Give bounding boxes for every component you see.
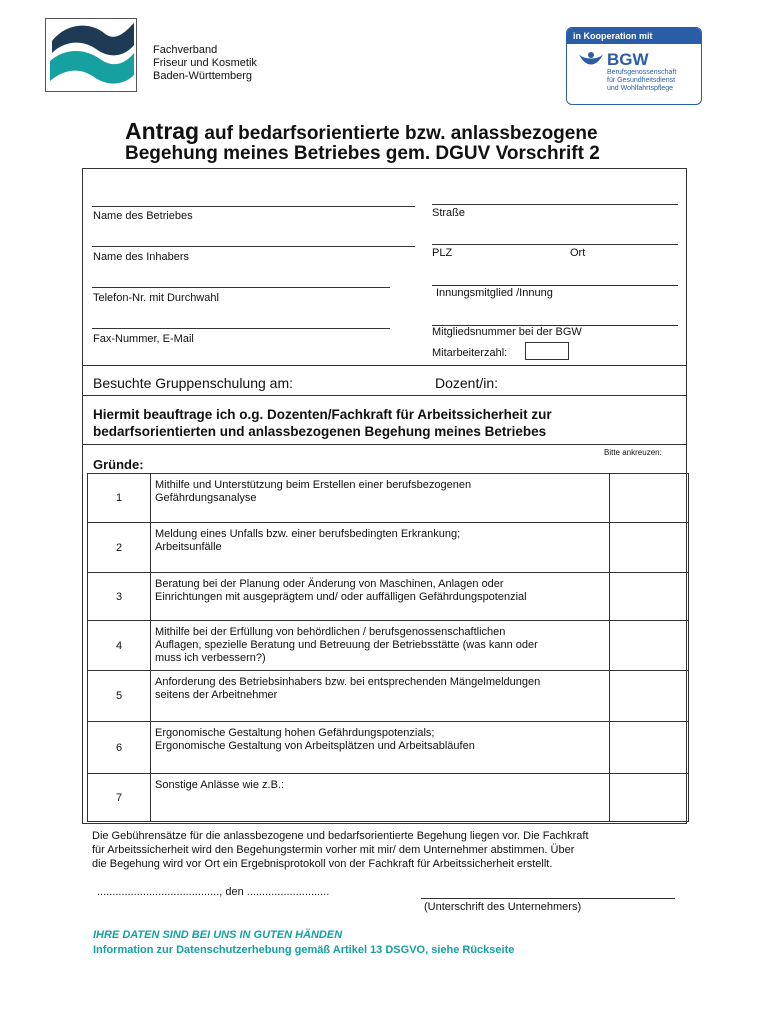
innung-label: Innungsmitglied /Innung bbox=[436, 287, 553, 299]
reason-line: Einrichtungen mit ausgeprägtem und/ oder auffälligen Gefährdungspotenzial bbox=[155, 591, 527, 603]
document-title-line-2: Begehung meines Betriebes gem. DGUV Vorschrift 2 bbox=[125, 143, 600, 164]
privacy-info-link[interactable]: Information zur Datenschutzerhebung gemäß Artikel 13 DSGVO, siehe Rückseite bbox=[93, 944, 515, 956]
telefon-label: Telefon-Nr. mit Durchwahl bbox=[93, 292, 219, 304]
reason-text bbox=[151, 722, 610, 774]
reason-number: 3 bbox=[88, 573, 151, 621]
bgw-coop-label: in Kooperation mit bbox=[567, 28, 701, 44]
mitarbeiter-label: Mitarbeiterzahl: bbox=[432, 347, 508, 359]
reason-text bbox=[151, 671, 610, 722]
innung-input[interactable] bbox=[432, 285, 678, 286]
table-row bbox=[88, 671, 689, 722]
beauftragung-text bbox=[93, 406, 653, 440]
bgw-logo bbox=[566, 27, 702, 105]
reason-line: Anforderung des Betriebsinhabers bzw. bei entsprechenden Mängelmeldungen bbox=[155, 676, 541, 688]
name-inhaber-label: Name des Inhabers bbox=[93, 251, 189, 263]
reason-checkbox[interactable] bbox=[610, 523, 689, 573]
bgw-name: BGW bbox=[607, 50, 649, 69]
table-row bbox=[88, 621, 689, 671]
dozent-label: Dozent/in: bbox=[435, 375, 499, 391]
reason-checkbox[interactable] bbox=[610, 573, 689, 621]
gruende-table bbox=[87, 473, 689, 822]
wave-logo-icon bbox=[46, 19, 136, 91]
document-title-line-1 bbox=[125, 118, 598, 145]
reason-line: Ergonomische Gestaltung von Arbeitsplätzen und Arbeitsabläufen bbox=[155, 740, 475, 752]
reason-text bbox=[151, 573, 610, 621]
reason-text bbox=[151, 774, 610, 822]
fachverband-logo bbox=[45, 18, 137, 92]
table-row bbox=[88, 523, 689, 573]
beauftragung-line-1: Hiermit beauftrage ich o.g. Dozenten/Fachkraft für Arbeitssicherheit zur bbox=[93, 407, 552, 422]
reason-checkbox[interactable] bbox=[610, 774, 689, 822]
name-betrieb-input[interactable] bbox=[92, 206, 415, 207]
name-inhaber-input[interactable] bbox=[92, 246, 415, 247]
reason-checkbox[interactable] bbox=[610, 621, 689, 671]
fee-line-1: Die Gebührensätze für die anlassbezogene und bedarfsorientierte Begehung liegen vor. Die Fachkraft bbox=[92, 830, 589, 842]
fee-line-2: für Arbeitssicherheit wird den Begehungstermin vorher mit mir/ dem Unternehmer abstimmen. Über bbox=[92, 844, 575, 856]
reason-text bbox=[151, 523, 610, 573]
reason-line: Sonstige Anlässe wie z.B.: bbox=[155, 779, 285, 791]
mitglied-bgw-label: Mitgliedsnummer bei der BGW bbox=[432, 326, 582, 338]
place-date-field[interactable]: ........................................, den ........................... bbox=[97, 886, 330, 898]
mitarbeiter-input[interactable] bbox=[525, 342, 569, 360]
reason-checkbox[interactable] bbox=[610, 474, 689, 523]
org-name bbox=[153, 44, 257, 83]
reason-line: muss ich verbessern?) bbox=[155, 652, 266, 664]
divider bbox=[82, 365, 687, 366]
title-rest: auf bedarfsorientierte bzw. anlassbezogene bbox=[199, 123, 598, 144]
bitte-ankreuzen-label: Bitte ankreuzen: bbox=[604, 448, 662, 457]
reason-line: Arbeitsunfälle bbox=[155, 541, 222, 553]
org-line-1: Fachverband bbox=[153, 44, 218, 56]
gruende-label: Gründe: bbox=[93, 457, 144, 472]
reason-number: 7 bbox=[88, 774, 151, 822]
table-row bbox=[88, 474, 689, 523]
reason-checkbox[interactable] bbox=[610, 671, 689, 722]
gruppenschulung-label: Besuchte Gruppenschulung am: bbox=[93, 375, 294, 391]
beauftragung-line-2: bedarfsorientierten und anlassbezogenen Begehung meines Betriebes bbox=[93, 424, 547, 439]
title-antrag: Antrag bbox=[125, 118, 200, 144]
signature-input[interactable] bbox=[421, 898, 675, 899]
ort-label: Ort bbox=[570, 247, 586, 259]
reason-line: Beratung bei der Planung oder Änderung von Maschinen, Anlagen oder bbox=[155, 578, 504, 590]
reason-line: Meldung eines Unfalls bzw. einer berufsbedingten Erkrankung; bbox=[155, 528, 461, 540]
bgw-emblem-icon bbox=[577, 50, 605, 72]
table-row bbox=[88, 573, 689, 621]
reason-line: Ergonomische Gestaltung hohen Gefährdungspotenzials; bbox=[155, 727, 435, 739]
name-betrieb-label: Name des Betriebes bbox=[93, 210, 193, 222]
divider bbox=[82, 444, 687, 445]
bgw-sub-3: und Wohlfahrtspflege bbox=[607, 85, 674, 92]
signature-caption: (Unterschrift des Unternehmers) bbox=[424, 901, 582, 913]
divider bbox=[82, 395, 687, 396]
fee-line-3: die Begehung wird vor Ort ein Ergebnisprotokoll von der Fachkraft für Arbeitssicherheit erstellt. bbox=[92, 858, 553, 870]
bgw-sub-1: Berufsgenossenschaft bbox=[607, 69, 677, 76]
telefon-input[interactable] bbox=[92, 287, 390, 288]
org-line-2: Friseur und Kosmetik bbox=[153, 57, 257, 69]
reason-number: 2 bbox=[88, 523, 151, 573]
reason-line: Mithilfe und Unterstützung beim Erstellen einer berufsbezogenen bbox=[155, 479, 472, 491]
plz-label: PLZ bbox=[432, 247, 453, 259]
reason-number: 5 bbox=[88, 671, 151, 722]
plz-ort-input[interactable] bbox=[432, 244, 678, 245]
privacy-headline: IHRE DATEN SIND BEI UNS IN GUTEN HÄNDEN bbox=[93, 929, 343, 941]
reason-line: seitens der Arbeitnehmer bbox=[155, 689, 278, 701]
fax-input[interactable] bbox=[92, 328, 390, 329]
reason-line: Auflagen, spezielle Beratung und Betreuung der Betriebsstätte (was kann oder bbox=[155, 639, 538, 651]
fee-paragraph bbox=[92, 829, 682, 871]
strasse-label: Straße bbox=[432, 207, 466, 219]
org-line-3: Baden-Württemberg bbox=[153, 70, 253, 82]
strasse-input[interactable] bbox=[432, 204, 678, 205]
reason-number: 4 bbox=[88, 621, 151, 671]
table-row bbox=[88, 722, 689, 774]
reason-number: 1 bbox=[88, 474, 151, 523]
bgw-subtitle bbox=[607, 69, 699, 93]
reason-line: Mithilfe bei der Erfüllung von behördlichen / berufsgenossenschaftlichen bbox=[155, 626, 506, 638]
table-row bbox=[88, 774, 689, 822]
reason-text bbox=[151, 474, 610, 523]
bgw-sub-2: für Gesundheitsdienst bbox=[607, 77, 676, 84]
reason-checkbox[interactable] bbox=[610, 722, 689, 774]
reason-line: Gefährdungsanalyse bbox=[155, 492, 257, 504]
fax-label: Fax-Nummer, E-Mail bbox=[93, 333, 194, 345]
reason-text bbox=[151, 621, 610, 671]
reason-number: 6 bbox=[88, 722, 151, 774]
